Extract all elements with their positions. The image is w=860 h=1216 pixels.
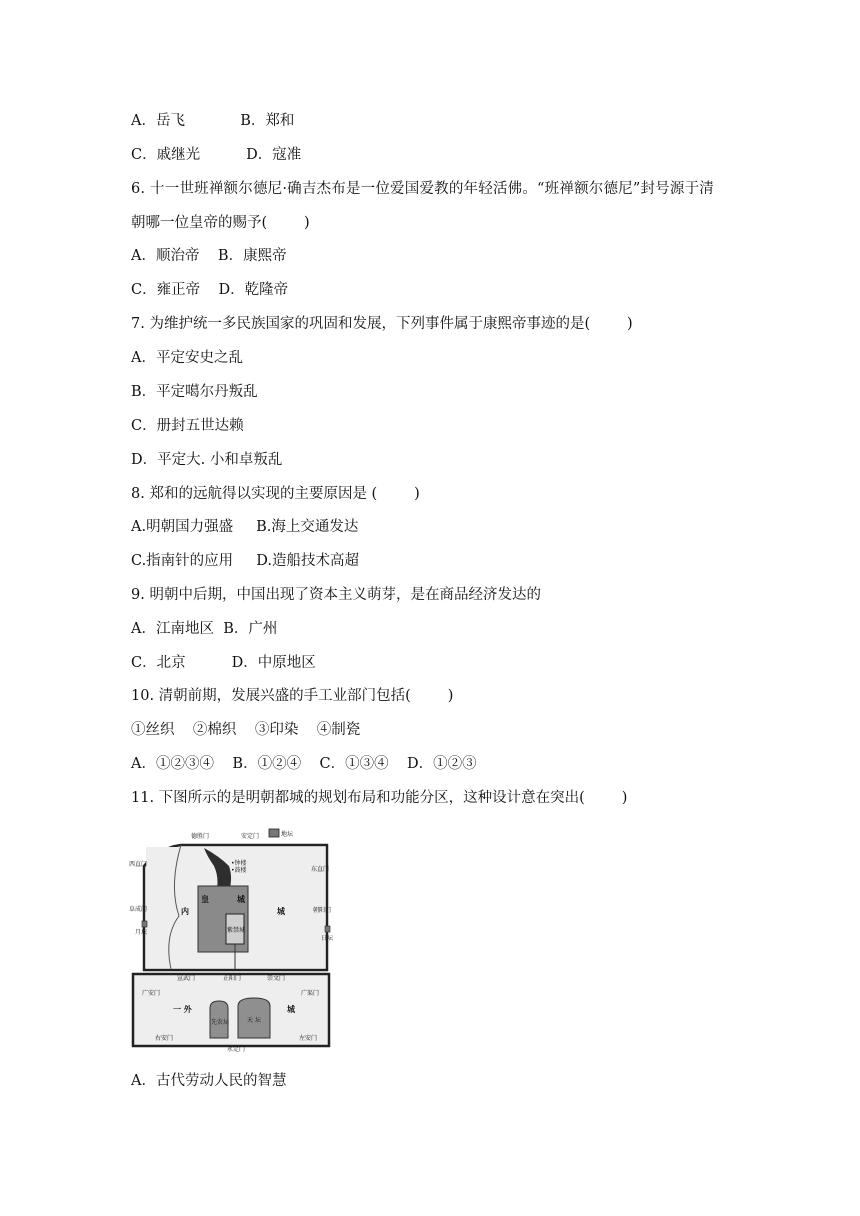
ming-capital-map [129,826,339,1054]
q9-stem: 9. 明朝中后期，中国出现了资本主义萌芽，是在商品经济发达的 [131,587,541,603]
q9-options-row1: A．江南地区 B．广州 [131,621,278,637]
label-yuetan: 月坛 [135,929,148,936]
q10-stem: 10. 清朝前期，发展兴盛的手工业部门包括( ) [131,688,454,704]
gate-deshengmen: 德胜门 [191,833,210,840]
q11-option-a: A．古代劳动人民的智慧 [131,1073,287,1089]
gate-youanmen: 右安门 [155,1035,174,1042]
q5-options-row2: C．戚继光 D．寇准 [131,147,302,163]
gate-andingmen: 安定门 [241,833,260,840]
q7-stem: 7. 为维护统一多民族国家的巩固和发展，下列事件属于康熙帝事迹的是( ) [131,316,633,332]
label-cheng-outer: 城 [287,1005,295,1014]
q8-options-row2: C.指南针的应用 D.造船技术高超 [131,553,359,569]
label-cheng-inner: 城 [277,907,285,916]
gate-fuchengmen: 阜成门 [129,906,148,913]
label-tiantan: 天 坛 [247,1017,261,1024]
ditan-icon [269,829,279,837]
q8-stem: 8. 郑和的远航得以实现的主要原因是 ( ) [131,486,420,502]
gate-yongdingmen: 永定门 [227,1046,246,1053]
q6-stem-line1: 6. 十一世班禅额尔德尼·确吉杰布是一位爱国爱教的年轻活佛。“班禅额尔德尼”封号源于清 [131,181,714,197]
label-ritan: 日坛 [321,935,334,942]
gate-chaoyangmen: 朝阳门 [313,907,332,914]
ritan-icon [325,926,330,932]
label-huang: 皇 [201,895,209,904]
gate-guangqumen: 广渠门 [301,990,320,997]
gate-dongzhimen: 东直门 [311,866,330,873]
q7-option-c: C．册封五世达赖 [131,418,244,434]
label-zhonglou: •钟楼 [231,860,247,867]
q9-options-row2: C．北京 D．中原地区 [131,655,316,671]
label-ditan: 地坛 [281,831,294,838]
gate-xuanwumen: 宣武门 [177,975,196,982]
gate-guanganmen: 广安门 [142,990,161,997]
q10-options: A．①②③④ B．①②④ C．①③④ D．①②③ [131,756,477,772]
q7-option-a: A．平定安史之乱 [131,350,243,366]
label-nei: 内 [181,907,189,916]
label-cheng-imperial: 城 [237,895,245,904]
gate-zuoanmen: 左安门 [299,1035,318,1042]
q7-option-b: B．平定噶尔丹叛乱 [131,384,258,400]
yuetan-icon [142,921,147,927]
gate-chongwenmen: 崇文门 [267,975,286,982]
gate-xizhimen: 西直门 [129,861,148,868]
q6-stem-line2: 朝哪一位皇帝的赐予( ) [131,215,310,231]
q5-options-row1: A．岳飞 B．郑和 [131,113,295,129]
label-zijincheng: 紫禁城 [227,927,246,934]
q6-options-row1: A．顺治帝 B．康熙帝 [131,248,287,264]
gate-zhengyangmen: 正阳门 [223,975,242,982]
label-gulou: •鼓楼 [231,867,247,874]
label-wai: 一 外 [173,1005,192,1014]
q10-items: ①丝织 ②棉织 ③印染 ④制瓷 [131,722,361,738]
q11-stem: 11. 下图所示的是明朝都城的规划布局和功能分区，这种设计意在突出( ) [131,790,628,806]
q6-options-row2: C．雍正帝 D．乾隆帝 [131,282,289,298]
label-xiannongtan: 先农坛 [211,1019,230,1026]
q7-option-d: D．平定大. 小和卓叛乱 [131,452,283,468]
q8-options-row1: A.明朝国力强盛 B.海上交通发达 [131,519,359,535]
